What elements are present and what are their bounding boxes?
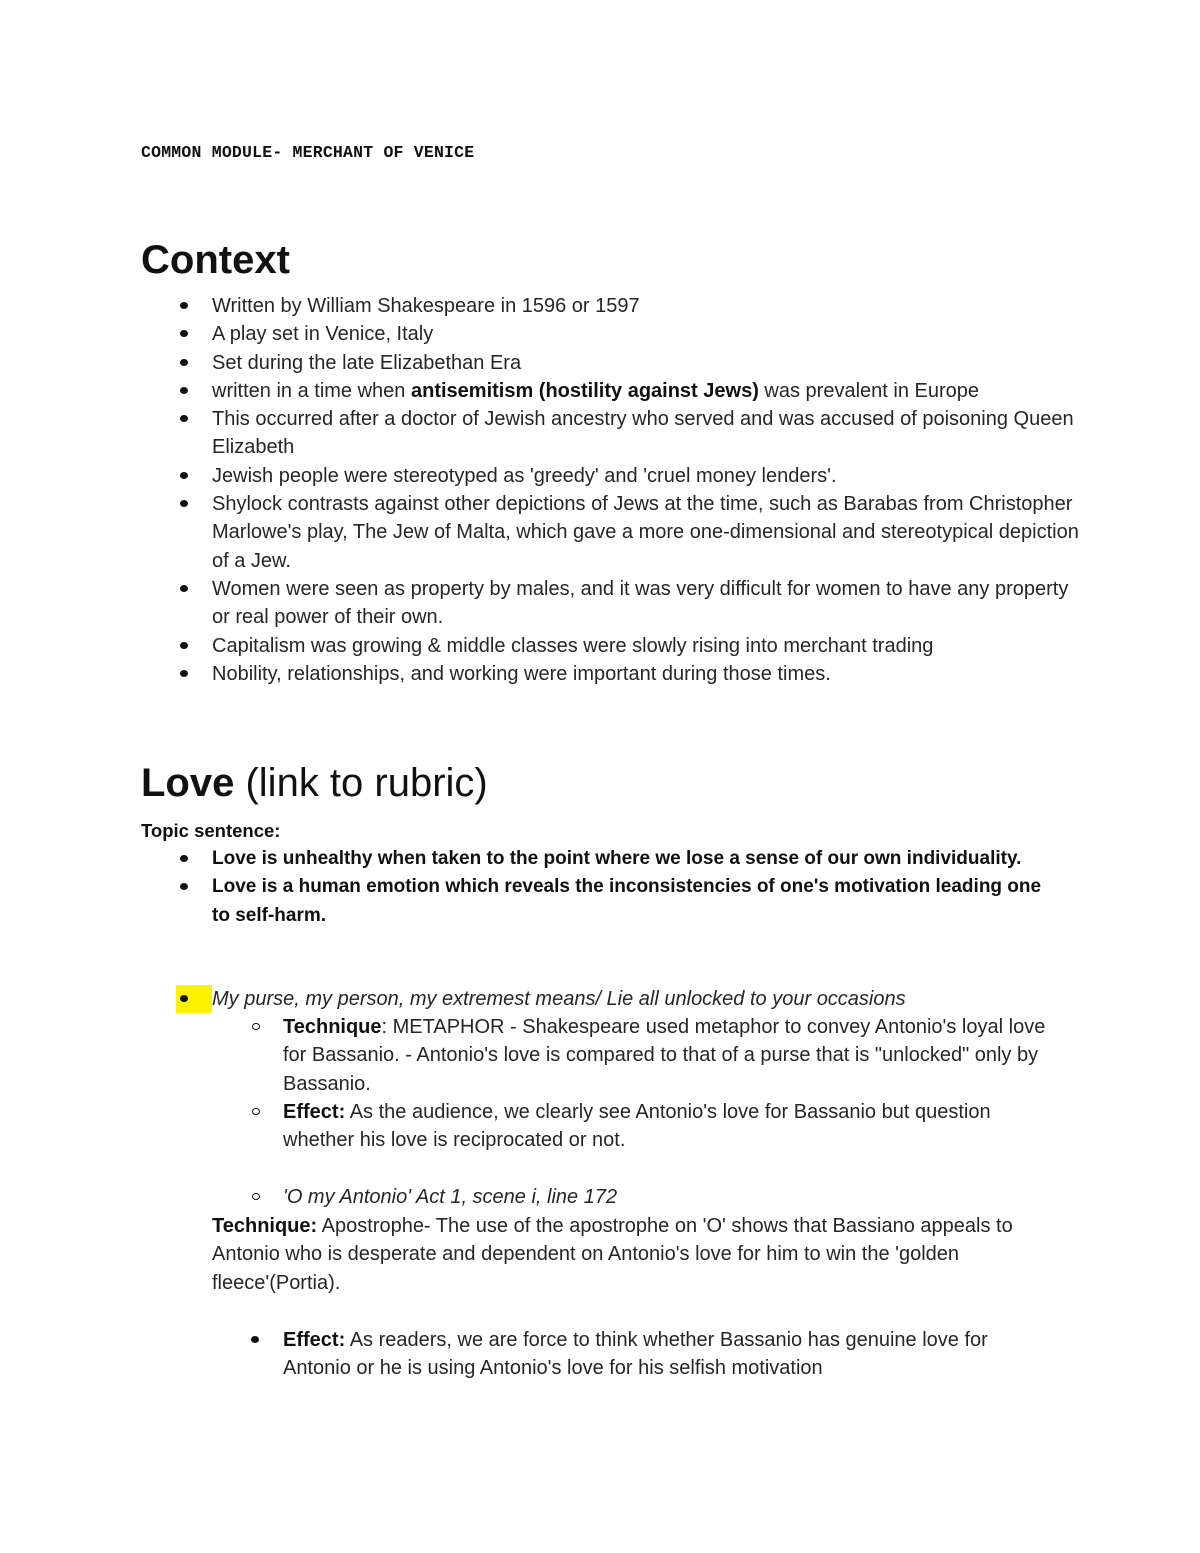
list-item: Shylock contrasts against other depictions of Jews at the time, such as Barabas from Christopher Marlowe's play, The Jew of Malta, which gave a more one-dimensional and stereotypical depiction of a Jew. xyxy=(180,490,1080,575)
bullet-icon xyxy=(180,472,188,479)
rubric-link[interactable]: (link to rubric) xyxy=(234,761,488,805)
bullet-icon xyxy=(180,359,188,366)
bullet-icon xyxy=(180,387,188,394)
list-item: Written by William Shakespeare in 1596 or 1597 xyxy=(180,292,1080,320)
bullet-icon xyxy=(180,995,188,1002)
bullet-icon xyxy=(180,883,188,890)
list-item: Capitalism was growing & middle classes were slowly rising into merchant trading xyxy=(180,632,1080,660)
list-item: Love is unhealthy when taken to the point where we lose a sense of our own individuality. xyxy=(180,845,1060,873)
list-item: Love is a human emotion which reveals the inconsistencies of one's motivation leading one to self-harm. xyxy=(180,873,1060,930)
context-heading: Context xyxy=(141,238,290,282)
effect-item: Effect: As readers, we are force to think whether Bassanio has genuine love for Antonio or he is using Antonio's love for his selfish motivation xyxy=(251,1326,1051,1383)
quote-analysis-list xyxy=(251,1013,1051,1154)
quote-item: 'O my Antonio' Act 1, scene i, line 172 xyxy=(251,1183,1051,1211)
circle-bullet-icon xyxy=(252,1023,260,1030)
technique-item: Technique: METAPHOR - Shakespeare used metaphor to convey Antonio's loyal love for Bassanio. - Antonio's love is compared to that of a purse that is "unlocked" only by Bassanio. xyxy=(251,1013,1051,1098)
list-item: Jewish people were stereotyped as 'greedy' and 'cruel money lenders'. xyxy=(180,462,1080,490)
bullet-icon xyxy=(251,1336,259,1343)
list-item: Set during the late Elizabethan Era xyxy=(180,349,1080,377)
bullet-icon xyxy=(180,855,188,862)
context-list xyxy=(180,292,1080,688)
quote-item xyxy=(180,985,1112,1013)
circle-bullet-icon xyxy=(252,1193,260,1200)
list-item: Women were seen as property by males, and it was very difficult for women to have any property or real power of their own. xyxy=(180,575,1080,632)
effect-item: Effect: As the audience, we clearly see Antonio's love for Bassanio but question whether his love is reciprocated or not. xyxy=(251,1098,1051,1155)
technique-paragraph: Technique: Apostrophe- The use of the apostrophe on 'O' shows that Bassiano appeals to Antonio who is desperate and dependent on Antonio's love for him to win the 'golden fleece'(Portia). xyxy=(212,1215,1013,1294)
circle-bullet-icon xyxy=(252,1108,260,1115)
love-heading: Love (link to rubric) xyxy=(141,761,488,805)
effect-list xyxy=(251,1326,1051,1383)
document-header: COMMON MODULE- MERCHANT OF VENICE xyxy=(141,143,475,162)
list-item: This occurred after a doctor of Jewish ancestry who served and was accused of poisoning Queen Elizabeth xyxy=(180,405,1080,462)
list-item: A play set in Venice, Italy xyxy=(180,320,1080,348)
list-item: written in a time when antisemitism (hostility against Jews) was prevalent in Europe xyxy=(180,377,1080,405)
bullet-icon xyxy=(180,642,188,649)
quote-list xyxy=(251,1183,1051,1211)
list-item: Nobility, relationships, and working were important during those times. xyxy=(180,660,1080,688)
bullet-icon xyxy=(180,585,188,592)
antisemitism-term: antisemitism (hostility against Jews) xyxy=(410,379,759,402)
highlighted-bullet xyxy=(176,985,212,1013)
topic-sentence-label: Topic sentence: xyxy=(141,820,281,841)
bullet-icon xyxy=(180,500,188,507)
bullet-icon xyxy=(180,330,188,337)
bullet-icon xyxy=(180,415,188,422)
topic-sentence-list xyxy=(180,845,1060,930)
quote-text: My purse, my person, my extremest means/ Lie all unlocked to your occasions xyxy=(212,988,906,1010)
bullet-icon xyxy=(180,670,188,677)
bullet-icon xyxy=(180,302,188,309)
